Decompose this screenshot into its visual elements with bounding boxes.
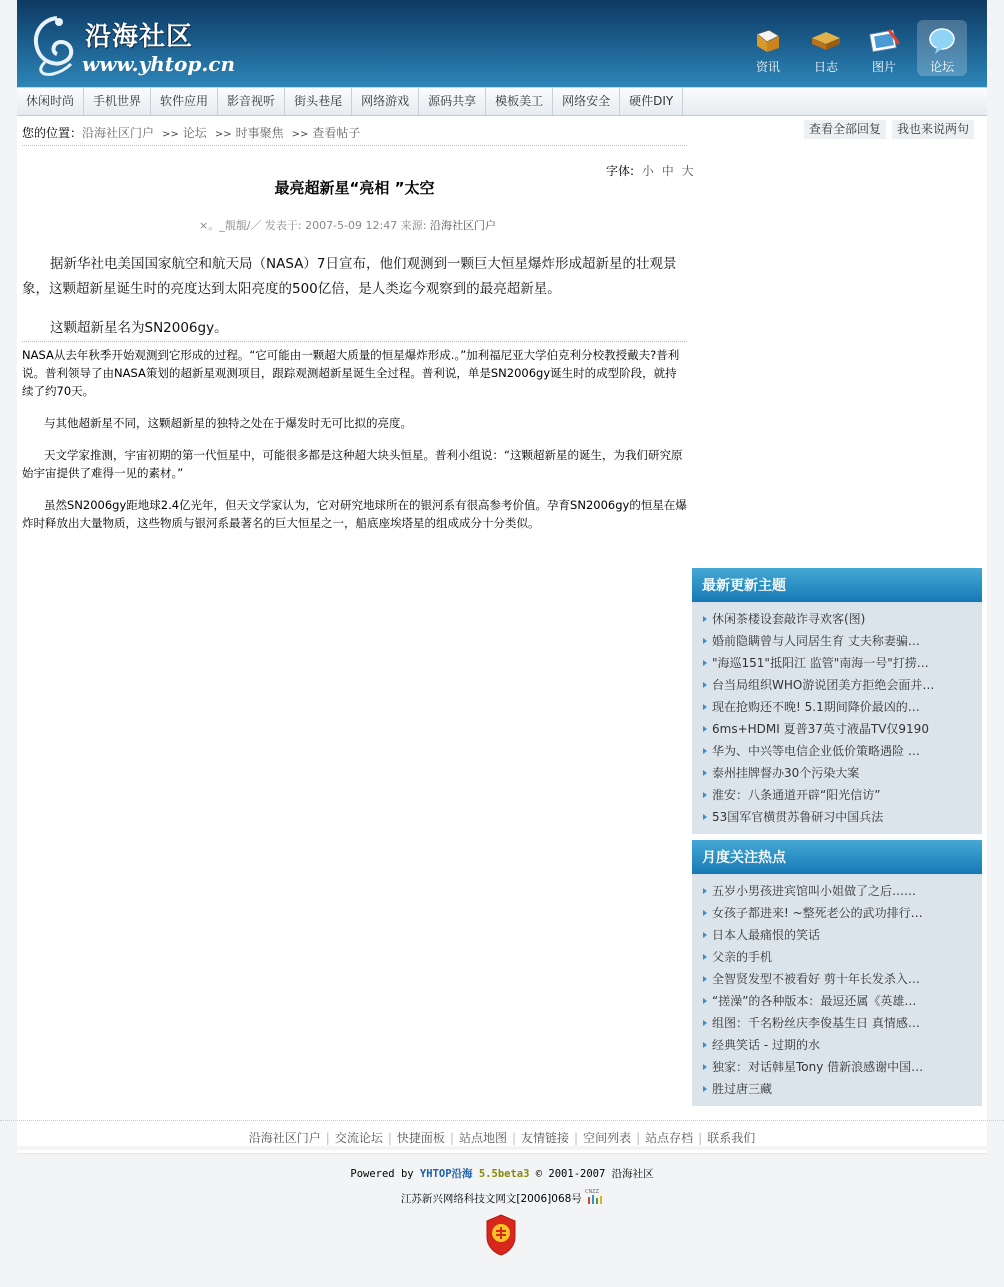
footer-divider: | (698, 1131, 703, 1145)
icp-license (0, 1188, 1004, 1206)
breadcrumb-link[interactable]: 论坛 (182, 126, 207, 140)
list-item[interactable]: 日本人最痛恨的笑话 (702, 924, 972, 946)
category-item[interactable]: 软件应用 (151, 88, 218, 115)
category-item[interactable]: 源码共享 (419, 88, 486, 115)
police-badge-icon[interactable] (483, 1213, 519, 1257)
footer-divider: | (636, 1131, 641, 1145)
footer-rule (17, 1150, 987, 1154)
footer-link[interactable]: 沿海社区门户 (248, 1131, 321, 1145)
site-header (17, 0, 987, 87)
top-nav-journal-label: 日志 (813, 60, 838, 74)
list-item[interactable]: 胜过唐三藏 (702, 1078, 972, 1100)
journal-icon (809, 26, 843, 56)
list-item[interactable]: 淮安：八条通道开辟“阳光信访” (702, 784, 972, 806)
breadcrumb-separator: >> (162, 129, 179, 140)
font-size-small[interactable]: 小 (641, 164, 654, 178)
top-nav-journal[interactable] (801, 20, 851, 76)
breadcrumb (22, 124, 687, 146)
list-item[interactable]: 现在抢购还不晚! 5.1期间降价最凶的… (702, 696, 972, 718)
category-item[interactable]: 网络游戏 (352, 88, 419, 115)
list-item[interactable]: 全智贤发型不被看好 剪十年长发杀入… (702, 968, 972, 990)
list-item[interactable]: 组图：千名粉丝庆李俊基生日 真情感… (702, 1012, 972, 1034)
logo-url-text: www.yhtop.cn (82, 52, 236, 76)
top-nav-news[interactable] (743, 20, 793, 76)
top-nav (735, 20, 967, 76)
photo-icon (867, 26, 901, 56)
article-paragraph: NASA从去年秋季开始观测到它形成的过程。“它可能由一颗超大质量的恒星爆炸形成.。”加利福尼亚大学伯克利分校教授戴夫?普利说。普利领导了由NASA策划的超新星观测项目，跟踪观测超新星诞生全过程。普利说，单是SN2006gy诞生时的成型阶段，就持续了约70天。 (22, 348, 680, 398)
dragon-logo-icon (27, 12, 82, 78)
cnzz-stat-label: CNZZ (585, 1189, 600, 1195)
list-item[interactable]: 6ms+HDMI 夏普37英寸液晶TV仅9190 (702, 718, 972, 740)
list-item[interactable]: 五岁小男孩进宾馆叫小姐做了之后…… (702, 880, 972, 902)
breadcrumb-link[interactable]: 时事聚焦 (235, 126, 284, 140)
list-item[interactable]: "海巡151"抵阳江 监管"南海一号"打捞… (702, 652, 972, 674)
powered-copyright: © 2001-2007 沿海社区 (529, 1168, 654, 1180)
article-paragraph: 天文学家推测，宇宙初期的第一代恒星中，可能很多都是这种超大块头恒星。普利小组说：“这颗超新星的诞生，为我们研究原始宇宙提供了难得一见的素材。” (22, 448, 683, 480)
footer-divider: | (511, 1131, 517, 1145)
font-size-medium[interactable]: 中 (661, 164, 674, 178)
article-title: 最亮超新星“亮相 ”太空 (274, 179, 435, 197)
breadcrumb-link[interactable]: 沿海社区门户 (82, 126, 155, 140)
powered-brand[interactable]: YHTOP沿海 (419, 1168, 473, 1180)
top-nav-photo-label: 图片 (871, 60, 896, 74)
article-body (22, 346, 687, 546)
site-logo[interactable] (27, 10, 236, 80)
article-paragraph: 虽然SN2006gy距地球2.4亿光年，但天文学家认为，它对研究地球所在的银河系有很高参考价值。孕育SN2006gy的恒星在爆炸时释放出大量物质，这些物质与银河系最著名的巨大恒星之一，船底座埃塔星的组成成分十分类似。 (22, 498, 687, 530)
article-lead-2: 这颗超新星名为SN2006gy。 (22, 317, 687, 342)
category-nav (17, 87, 987, 116)
category-item[interactable]: 街头巷尾 (285, 88, 352, 115)
thread-actions (799, 119, 975, 140)
article-source[interactable]: 沿海社区门户 (429, 219, 496, 232)
main-content (17, 116, 987, 1146)
article-author-date: ×。_靚靚/／ 发表于: 2007-5-09 12:47 来源: (199, 219, 430, 232)
top-nav-forum[interactable] (917, 20, 967, 76)
view-all-replies-button[interactable]: 查看全部回复 (803, 119, 887, 140)
category-item[interactable]: 影音视听 (218, 88, 285, 115)
article-paragraph: 与其他超新星不同，这颗超新星的独特之处在于爆发时无可比拟的亮度。 (44, 416, 412, 430)
monthly-hot-list (692, 876, 982, 1100)
list-item[interactable]: 泰州挂牌督办30个污染大案 (702, 762, 972, 784)
category-item[interactable]: 手机世界 (84, 88, 151, 115)
powered-by (0, 1166, 1004, 1181)
breadcrumb-separator: >> (214, 129, 232, 140)
list-item[interactable]: “搓澡”的各种版本：最逗还属《英雄… (702, 990, 972, 1012)
footer-link[interactable]: 快捷面板 (396, 1131, 445, 1145)
category-item[interactable]: 网络安全 (553, 88, 620, 115)
category-item[interactable]: 模板美工 (486, 88, 553, 115)
list-item[interactable]: 华为、中兴等电信企业低价策略遇险 … (702, 740, 972, 762)
footer-link[interactable]: 联系我们 (707, 1131, 756, 1145)
logo-chinese-text: 沿海社区 (85, 22, 194, 52)
list-item[interactable]: 休闲茶楼设套敲诈寻欢客(图) (702, 608, 972, 630)
footer-link[interactable]: 站点存档 (645, 1131, 694, 1145)
list-item[interactable]: 独家：对话韩星Tony 借新浪感谢中国… (702, 1056, 972, 1078)
powered-version: 5.5beta3 (478, 1168, 530, 1180)
monthly-hot-box (692, 840, 982, 1106)
list-item[interactable]: 53国军官横贯苏鲁研习中国兵法 (702, 806, 972, 828)
list-item[interactable]: 台当局组织WHO游说团美方拒绝会面并… (702, 674, 972, 696)
article-lead: 据新华社电美国国家航空和航天局（NASA）7日宣布，他们观测到一颗巨大恒星爆炸形成超新星的壮观景象，这颗超新星诞生时的亮度达到太阳亮度的500亿倍，是人类迄今观察到的最亮超新星。 (22, 256, 677, 297)
page-wrapper (17, 0, 987, 1146)
breadcrumb-current[interactable]: 查看帖子 (312, 126, 361, 140)
cnzz-stat-icon[interactable] (585, 1188, 603, 1204)
breadcrumb-separator: >> (291, 129, 309, 140)
powered-prefix: Powered by (350, 1168, 420, 1180)
footer-link[interactable]: 空间列表 (583, 1131, 632, 1145)
breadcrumb-prefix: 您的位置： (22, 126, 83, 140)
post-reply-button[interactable]: 我也来说两句 (891, 119, 975, 140)
list-item[interactable]: 经典笑话 - 过期的水 (702, 1034, 972, 1056)
footer-divider: | (574, 1131, 579, 1145)
latest-topics-title: 最新更新主题 (692, 568, 982, 604)
icp-text[interactable]: 江苏新兴网络科技文网文[2006]068号 (400, 1193, 582, 1205)
category-item[interactable]: 休闲时尚 (17, 88, 84, 115)
top-nav-photo[interactable] (859, 20, 909, 76)
footer-links (0, 1120, 1004, 1154)
forum-bubble-icon (927, 26, 957, 56)
footer-link[interactable]: 站点地图 (458, 1131, 507, 1145)
list-item[interactable]: 父亲的手机 (702, 946, 972, 968)
latest-topics-box (692, 568, 982, 834)
footer-divider: | (387, 1131, 392, 1145)
article-meta (199, 217, 496, 233)
latest-topics-list (692, 604, 982, 828)
top-nav-forum-label: 论坛 (929, 60, 954, 74)
font-size-large[interactable]: 大 (681, 164, 694, 178)
font-size-label: 字体: (606, 164, 635, 178)
list-item[interactable]: 婚前隐瞒曾与人同居生育 丈夫称妻骗… (702, 630, 972, 652)
footer-divider: | (449, 1131, 454, 1145)
footer-divider: | (325, 1131, 330, 1145)
footer-link[interactable]: 交流论坛 (334, 1131, 383, 1145)
category-item[interactable]: 硬件DIY (620, 88, 683, 115)
news-icon (753, 26, 783, 56)
footer-link[interactable]: 友情链接 (521, 1131, 570, 1145)
monthly-hot-title: 月度关注热点 (692, 840, 982, 876)
list-item[interactable]: 女孩子都进来! ~整死老公的武功排行… (702, 902, 972, 924)
top-nav-news-label: 资讯 (755, 60, 780, 74)
sidebar (692, 568, 982, 1112)
